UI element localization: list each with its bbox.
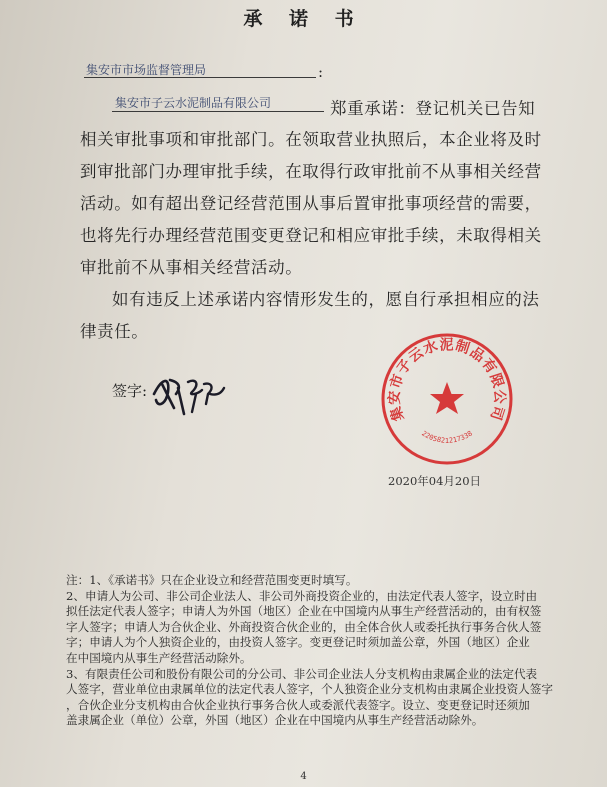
paragraph1-line: 审批前不从事相关经营活动。 xyxy=(80,258,303,277)
signing-date: 2020年04月20日 xyxy=(388,474,482,488)
svg-text:2205821217338 xyxy=(420,429,474,444)
addressee-text: 集安市市场监督管理局 xyxy=(86,63,207,77)
seal-text: 集安市子云水泥制品有限公司 xyxy=(386,337,508,423)
note-line: 盖隶属企业（单位）公章，外国（地区）企业在中国境内从事生产经营活动除外。 xyxy=(66,713,484,728)
addressee-colon: : xyxy=(318,63,324,81)
note-line: 2、申请人为公司、非公司企业法人、非公司外商投资企业的，由法定代表人签字，设立时由 xyxy=(66,588,538,603)
addressee-underline xyxy=(84,77,316,78)
company-underline xyxy=(112,111,324,112)
paragraph1-line: 相关审批事项和审批部门。在领取营业执照后，本企业将及时 xyxy=(80,130,542,149)
page-number: 4 xyxy=(300,771,307,782)
seal-number: 2205821217338 xyxy=(420,429,474,445)
handwritten-signature xyxy=(148,364,228,419)
note-line: 在中国境内从事生产经营活动除外。 xyxy=(66,650,252,665)
note-line: 人签字，营业单位由隶属单位的法定代表人签字，个人独资企业分支机构由隶属企业投资人签字 xyxy=(66,682,553,697)
signature-label: 签字: xyxy=(112,382,148,400)
paragraph1-line: 郑重承诺：登记机关已告知 xyxy=(330,99,536,118)
note-line: 字；申请人为个人独资企业的，由投资人签字。变更登记时须加盖公章，外国（地区）企业 xyxy=(66,635,530,650)
notes-section xyxy=(66,573,586,729)
company-name-text: 集安市子云水泥制品有限公司 xyxy=(115,96,272,110)
paragraph2-line: 律责任。 xyxy=(80,322,149,341)
star-icon xyxy=(430,382,464,414)
paragraph2-line: 如有违反上述承诺内容情形发生的，愿自行承担相应的法 xyxy=(112,290,540,309)
note-line: 注：1、《承诺书》只在企业设立和经营范围变更时填写。 xyxy=(66,573,358,587)
paragraph1-line: 也将先行办理经营范围变更登记和相应审批手续，未取得相关 xyxy=(80,226,542,245)
paragraph1-line: 活动。如有超出登记经营范围从事后置审批事项经营的需要， xyxy=(80,194,542,213)
note-line: 3、有限责任公司和股份有限公司的分公司、非公司企业法人分支机构由隶属企业的法定代表 xyxy=(66,666,538,681)
paragraph1-line: 到审批部门办理审批手续，在取得行政审批前不从事相关经营 xyxy=(80,162,542,181)
note-line: ，合伙企业分支机构由合伙企业执行事务合伙人或委派代表签字。设立、变更登记时还须加 xyxy=(66,697,530,712)
note-line: 拟任法定代表人签字；申请人为外国（地区）企业在中国境内从事生产经营活动的，由有权签 xyxy=(66,604,542,619)
company-seal xyxy=(378,330,516,468)
note-line: 字人签字；申请人为合伙企业、外商投资合伙企业的，由全体合伙人或委托执行事务合伙人签 xyxy=(66,619,542,634)
document-title: 承 诺 书 xyxy=(243,8,364,30)
